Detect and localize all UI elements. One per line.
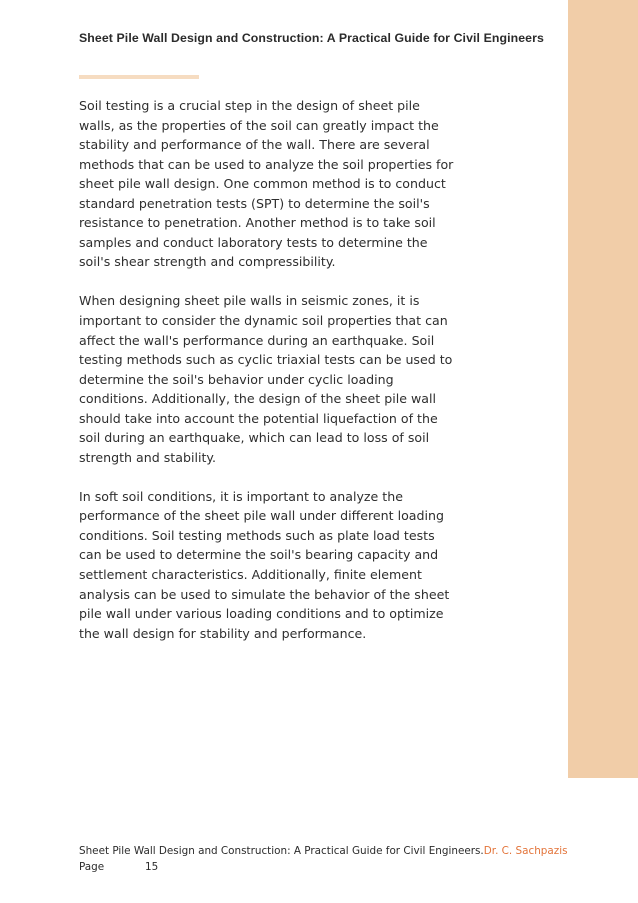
page-label: Page [79, 861, 105, 873]
paragraph-seismic-zones: When designing sheet pile walls in seismic zones, it is important to consider the dynamic soil properties that can affect the wall's performance during an earthquake. Soil testing methods such as cyclic triaxial tests can be used to determine the soil's behavior under cyclic loading conditions. Additionally, the design of the sheet pile wall should take into account the potential liquefaction of the soil during an earthquake, which can lead to loss of soil strength and stability. [79, 293, 453, 465]
footer-page-indicator [79, 859, 549, 875]
header-accent-rule [79, 75, 199, 79]
paragraph-soft-soil: In soft soil conditions, it is important to analyze the performance of the sheet pile wall under different loading conditions. Soil testing methods such as plate load tests can be used to determine the soil's bearing capacity and settlement characteristics. Additionally, finite element analysis can be used to simulate the behavior of the sheet pile wall under various loading conditions and to optimize the wall design for stability and performance. [79, 488, 450, 641]
page-number: 15 [145, 861, 159, 873]
footer-author: Dr. C. Sachpazis [483, 845, 568, 857]
body-text [79, 96, 459, 663]
footer-row [79, 843, 568, 859]
paragraph-soil-testing: Soil testing is a crucial step in the design of sheet pile walls, as the properties of the soil can greatly impact the stability and performance of the wall. There are several methods that can be used to analyze the soil properties for sheet pile wall design. One common method is to conduct standard penetration tests (SPT) to determine the soil's resistance to penetration. Another method is to take soil samples and conduct laboratory tests to determine the soil's shear strength and compressibility. [79, 98, 454, 270]
running-header-title: Sheet Pile Wall Design and Construction: A Practical Guide for Civil Engineers [79, 31, 544, 45]
decorative-side-band [568, 0, 638, 778]
page-footer [79, 843, 568, 875]
footer-title: Sheet Pile Wall Design and Construction: A Practical Guide for Civil Engineers. [79, 845, 484, 857]
